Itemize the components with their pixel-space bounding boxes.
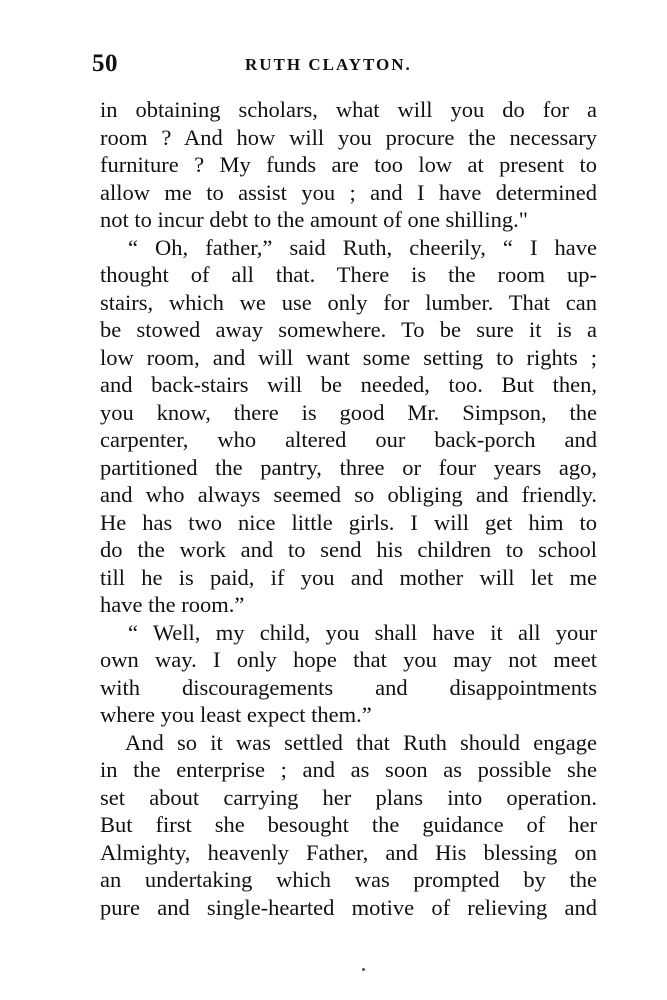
text-line: in the enterprise ; and as soon as possible she: [100, 757, 597, 782]
text-line: where you least expect them.”: [100, 702, 372, 727]
text-line: allow me to assist you ; and I have determined: [100, 179, 597, 205]
paragraph-father-reply: [100, 619, 597, 729]
text-line: and back-stairs will be needed, too. But then,: [100, 372, 597, 397]
text-line: not to incur debt to the amount of one shilling.": [100, 207, 528, 232]
text-line: room ? And how will you procure the necessary: [100, 124, 597, 150]
text-line: and who always seemed so obliging and friendly.: [100, 482, 597, 507]
text-line: till he is paid, if you and mother will let me: [100, 564, 597, 590]
body-text: [100, 96, 597, 921]
text-line: be stowed away somewhere. To be sure it is a: [100, 317, 597, 342]
text-line: carpenter, who altered our back-porch and: [100, 427, 597, 452]
text-line: partitioned the pantry, three or four years ago,: [100, 454, 597, 480]
paragraph-ruth-reply: [100, 234, 597, 619]
text-line: He has two nice little girls. I will get him to: [100, 509, 597, 535]
text-line: do the work and to send his children to school: [100, 537, 597, 562]
text-line: own way. I only hope that you may not meet: [100, 647, 597, 672]
text-line: And so it was settled that Ruth should engage: [125, 729, 597, 755]
text-line: But first she besought the guidance of her: [100, 812, 597, 837]
paragraph-narration: [100, 729, 597, 922]
text-line: set about carrying her plans into operation.: [100, 784, 597, 810]
text-line: with discouragements and disappointments: [100, 674, 597, 700]
text-line: “ Oh, father,” said Ruth, cheerily, “ I have: [128, 234, 597, 260]
page-number: 50: [92, 50, 118, 77]
text-line: have the room.”: [100, 592, 245, 617]
text-line: furniture ? My funds are too low at present to: [100, 152, 597, 177]
text-line: low room, and will want some setting to rights ;: [100, 344, 597, 370]
text-line: in obtaining scholars, what will you do for a: [100, 97, 597, 122]
text-line: pure and single-hearted motive of relieving and: [100, 894, 597, 920]
running-title: RUTH CLAYTON.: [245, 55, 412, 74]
text-line: stairs, which we use only for lumber. That can: [100, 289, 597, 315]
text-line: “ Well, my child, you shall have it all your: [128, 619, 597, 645]
footer-dot: [362, 968, 365, 971]
text-line: Almighty, heavenly Father, and His blessing on: [100, 839, 597, 865]
paragraph-continued: [100, 96, 597, 234]
text-line: an undertaking which was prompted by the: [100, 867, 597, 892]
text-line: you know, there is good Mr. Simpson, the: [100, 399, 597, 425]
text-line: thought of all that. There is the room up-: [100, 262, 597, 287]
page-header: [92, 50, 597, 80]
